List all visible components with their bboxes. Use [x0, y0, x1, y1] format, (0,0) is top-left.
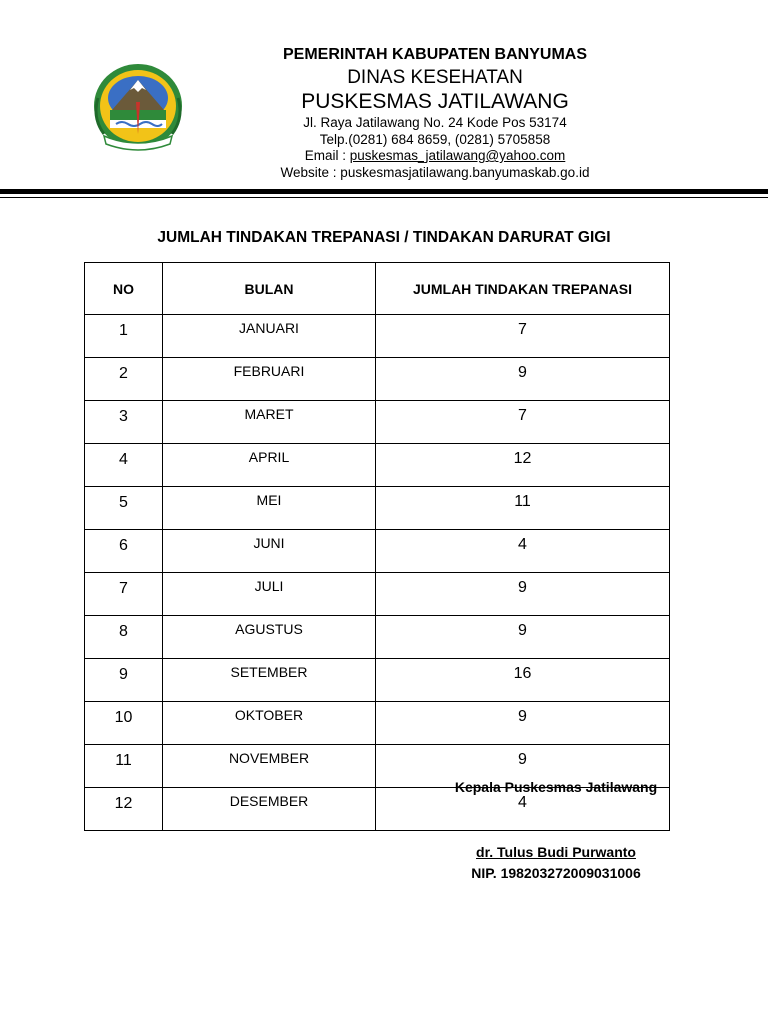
cell-bulan: FEBRUARI — [163, 358, 376, 401]
cell-no: 12 — [85, 788, 163, 831]
cell-no: 2 — [85, 358, 163, 401]
phone-line: Telp.(0281) 684 8659, (0281) 5705858 — [319, 131, 551, 147]
table-row — [85, 573, 670, 616]
cell-no: 4 — [85, 444, 163, 487]
cell-jumlah: 4 — [376, 788, 670, 831]
email-label: Email : — [304, 148, 350, 163]
cell-no: 6 — [85, 530, 163, 573]
cell-jumlah: 9 — [376, 702, 670, 745]
institution-name: PUSKESMAS JATILAWANG — [301, 90, 569, 113]
cell-no: 7 — [85, 573, 163, 616]
table-row — [85, 358, 670, 401]
letterhead-divider-thin — [0, 197, 768, 198]
table-row — [85, 530, 670, 573]
cell-jumlah: 9 — [376, 745, 670, 788]
cell-bulan: JUNI — [163, 530, 376, 573]
table-row — [85, 702, 670, 745]
table-row — [85, 487, 670, 530]
header-no: NO — [85, 263, 163, 315]
cell-bulan: JULI — [163, 573, 376, 616]
table-row — [85, 401, 670, 444]
cell-no: 9 — [85, 659, 163, 702]
cell-jumlah: 9 — [376, 358, 670, 401]
letterhead — [250, 44, 620, 181]
cell-jumlah: 12 — [376, 444, 670, 487]
cell-no: 5 — [85, 487, 163, 530]
cell-bulan: NOVEMBER — [163, 745, 376, 788]
cell-jumlah: 16 — [376, 659, 670, 702]
table-row — [85, 315, 670, 358]
cell-jumlah: 9 — [376, 616, 670, 659]
cell-bulan: MARET — [163, 401, 376, 444]
cell-bulan: APRIL — [163, 444, 376, 487]
cell-bulan: MEI — [163, 487, 376, 530]
cell-jumlah: 4 — [376, 530, 670, 573]
department-name: DINAS KESEHATAN — [347, 67, 523, 88]
cell-bulan: DESEMBER — [163, 788, 376, 831]
signatory-nip: NIP. 198203272009031006 — [471, 865, 641, 881]
cell-bulan: AGUSTUS — [163, 616, 376, 659]
header-bulan: BULAN — [163, 263, 376, 315]
letterhead-divider-thick — [0, 189, 768, 194]
cell-jumlah: 11 — [376, 487, 670, 530]
cell-bulan: SETEMBER — [163, 659, 376, 702]
cell-jumlah: 7 — [376, 315, 670, 358]
cell-no: 10 — [85, 702, 163, 745]
signature-title: Kepala Puskesmas Jatilawang — [454, 779, 658, 795]
document-title: JUMLAH TINDAKAN TREPANASI / TINDAKAN DARURAT GIGI — [157, 229, 611, 246]
banyumas-regency-logo — [90, 58, 186, 154]
email-link[interactable]: puskesmas_jatilawang@yahoo.com — [349, 148, 566, 163]
cell-no: 11 — [85, 745, 163, 788]
header-jumlah: JUMLAH TINDAKAN TREPANASI — [376, 263, 670, 315]
table-row — [85, 659, 670, 702]
address-line: Jl. Raya Jatilawang No. 24 Kode Pos 53174 — [303, 115, 567, 130]
table-row — [85, 616, 670, 659]
cell-no: 1 — [85, 315, 163, 358]
cell-jumlah: 9 — [376, 573, 670, 616]
table-header-row — [85, 263, 670, 315]
website-line: Website : puskesmasjatilawang.banyumaskab.go.id — [280, 164, 590, 180]
cell-no: 3 — [85, 401, 163, 444]
cell-bulan: OKTOBER — [163, 702, 376, 745]
government-name: PEMERINTAH KABUPATEN BANYUMAS — [283, 46, 587, 63]
signatory-name: dr. Tulus Budi Purwanto — [476, 844, 636, 860]
cell-jumlah: 7 — [376, 401, 670, 444]
procedures-table — [84, 262, 670, 831]
cell-bulan: JANUARI — [163, 315, 376, 358]
table-row — [85, 444, 670, 487]
cell-no: 8 — [85, 616, 163, 659]
email-line — [250, 148, 620, 165]
